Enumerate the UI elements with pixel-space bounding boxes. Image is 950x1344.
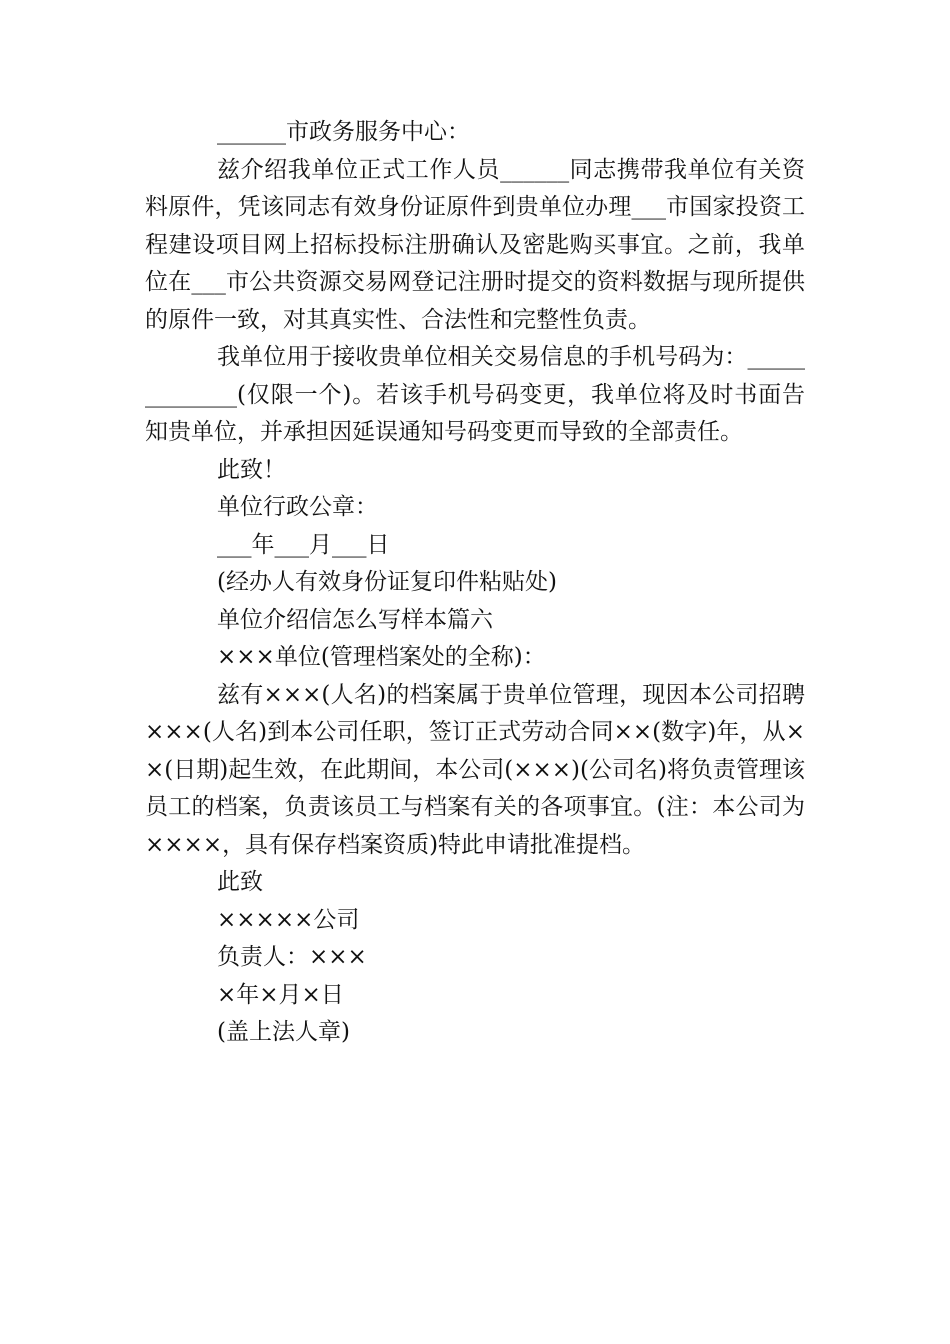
date-line: ___年___月___日	[217, 531, 390, 558]
introduction-paragraph: 兹介绍我单位正式工作人员______同志携带我单位有关资料原件，凭该同志有效身份证原件到贵单位办理___市国家投资工程建设项目网上招标投标注册确认及密匙购买事宜。之前，我单位在___市公共资源交易网登记注册时提交的资料数据与现所提供的原件一致，对其真实性、合法性和完整性负责。	[145, 156, 805, 333]
responsible-person-line: 负责人：×××	[217, 944, 367, 970]
legal-seal-note: (盖上法人章)	[217, 1019, 350, 1045]
id-copy-note: (经办人有效身份证复印件粘贴处)	[217, 569, 557, 595]
company-name-line: ×××××公司	[217, 906, 360, 933]
document-body	[145, 114, 805, 1052]
phone-number-paragraph: 我单位用于接收贵单位相关交易信息的手机号码为：_____________(仅限一个)。若该手机号码变更，我单位将及时书面告知贵单位，并承担因延误通知号码变更而导致的全部责任。	[145, 344, 805, 445]
closing-salutation-2: 此致	[217, 869, 263, 895]
section-heading: 单位介绍信怎么写样本篇六	[217, 606, 493, 633]
seal-line: 单位行政公章：	[217, 494, 378, 520]
archive-transfer-paragraph: 兹有×××(人名)的档案属于贵单位管理，现因本公司招聘×××(人名)到本公司任职，签订正式劳动合同××(数字)年，从××(日期)起生效，在此期间，本公司(×××)(公司名)将负责管理该员工的档案，负责该员工与档案有关的各项事宜。(注：本公司为××××，具有保存档案资质)特此申请批准提档。	[145, 681, 805, 858]
addressee-line-2: ×××单位(管理档案处的全称)：	[217, 644, 546, 670]
addressee-line: ______市政务服务中心：	[217, 119, 470, 145]
date-line-2: ×年×月×日	[217, 981, 344, 1008]
closing-salutation: 此致！	[217, 456, 286, 483]
